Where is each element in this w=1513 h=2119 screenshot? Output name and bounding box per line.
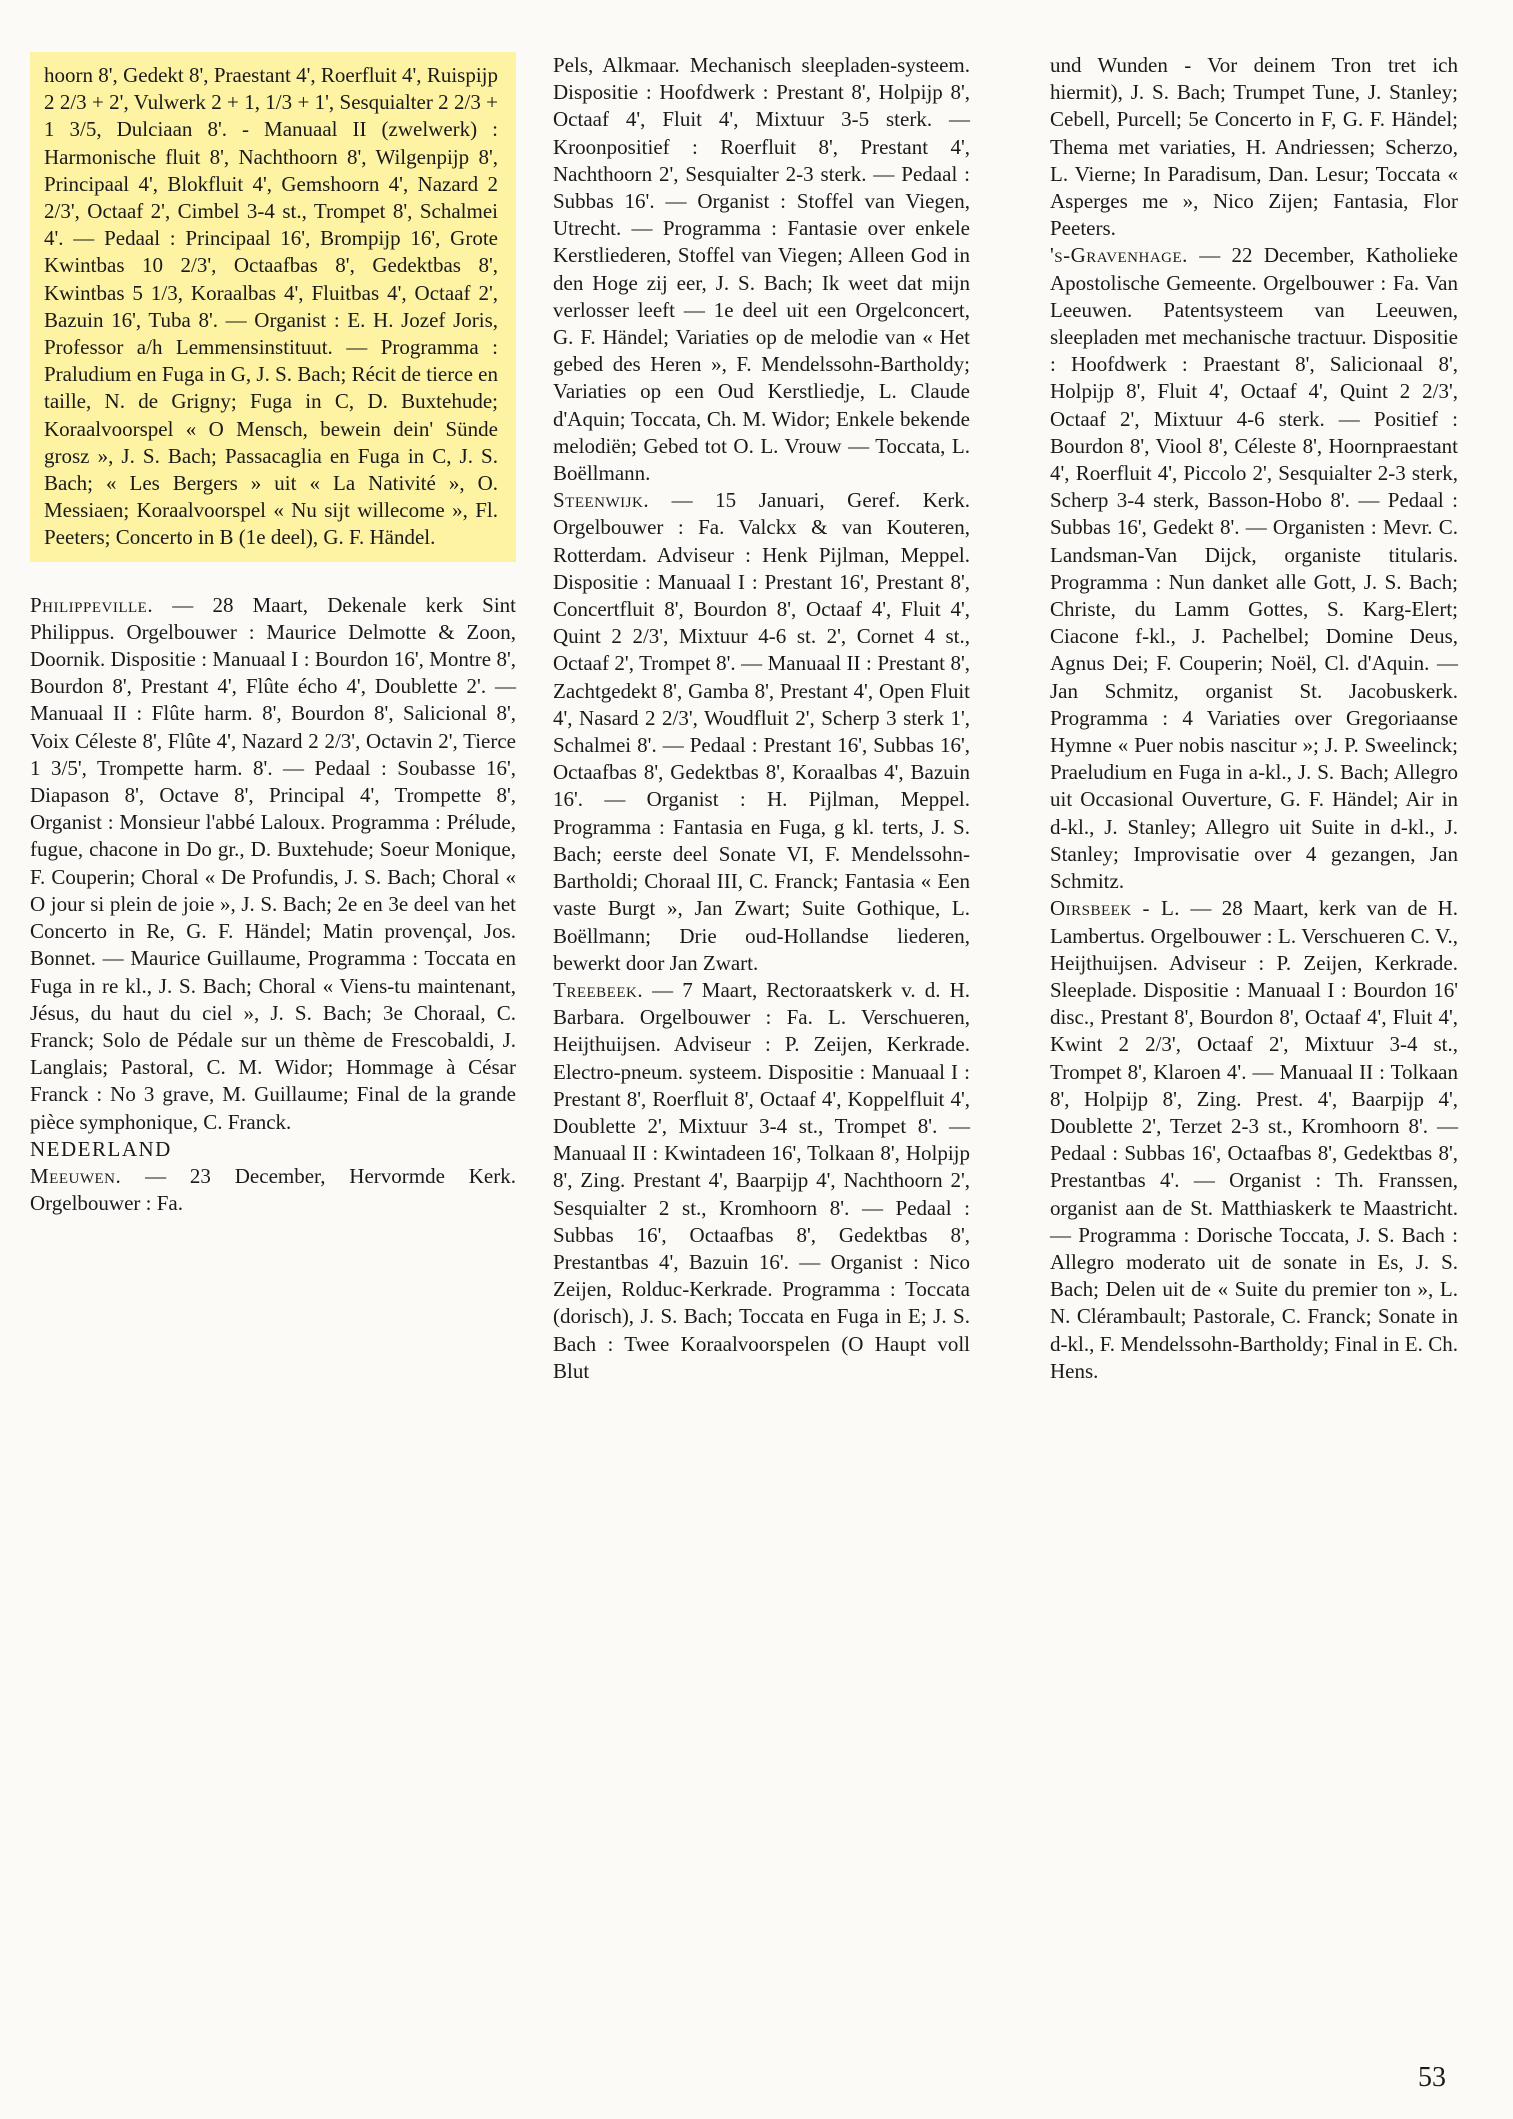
place-name: 's-Gravenhage. [1050,243,1188,268]
place-name: Philippeville. [30,592,154,617]
entry-text: — 15 Januari, Geref. Kerk. Orgelbouwer : Fa. Valckx & van Kouteren, Rotterdam. Adviseur : Henk Pijlman, Meppel. Dispositie : Manuaal I : Prestant 16', Prestant 8', Concertfluit 8', Bourdon 8', Octaaf 4', Fluit 4', Quint 2 2/3', Mixtuur 4-6 st. 2', Cornet 4 st., Octaaf 2', Trompet 8'. — Manuaal II : Prestant 8', Zachtgedekt 8', Gamba 8', Prestant 4', Open Fluit 4', Nasard 2 2/3', Woudfluit 2', Scherp 3 sterk 1', Schalmei 8'. — Pedaal : Prestant 16', Subbas 16', Octaafbas 8', Gedektbas 8', Koraalbas 4', Bazuin 16'. — Organist : H. Pijlman, Meppel. Programma : Fantasia en Fuga, g kl. terts, J. S. Bach; eerste deel Sonate VI, F. Mendelssohn-Bartholdi; Choraal III, C. Franck; Fantasia « Een vaste Burgt », Jan Zwart; Suite Gothique, L. Boëllmann; Drie oud-Hollandse liederen, bewerkt door Jan Zwart. [553,488,970,975]
entry-treebeek [553,977,970,1385]
column-right [1050,52,1458,1385]
entry-text: — 7 Maart, Rectoraatskerk v. d. H. Barbara. Orgelbouwer : Fa. L. Verschueren, Heijthuijsen. Adviseur : P. Zeijen, Kerkrade. Electro-pneum. systeem. Dispositie : Manuaal I : Prestant 8', Roerfluit 8', Octaaf 4', Koppelfluit 4', Doublette 2', Mixtuur 3-4 st., Trompet 8'. — Manuaal II : Kwintadeen 16', Tolkaan 8', Holpijp 8', Zing. Prestant 4', Baarpijp 4', Nachthoorn 2', Sesquialter 2 st., Kromhoorn 8'. — Pedaal : Subbas 16', Octaafbas 8', Gedektbas 8', Prestantbas 4', Bazuin 16'. — Organist : Nico Zeijen, Rolduc-Kerkrade. Programma : Toccata (dorisch), J. S. Bach; Toccata en Fuga in E; J. S. Bach : Twee Koraalvoorspelen (O Haupt voll Blut [553,977,970,1383]
place-name: Treebeek. [553,977,644,1002]
entry-text: — 23 December, Hervormde Kerk. Orgelbouwer : Fa. [30,1163,516,1216]
entry-gravenhage [1050,242,1458,895]
entry-text: — 28 Maart, kerk van de H. Lambertus. Orgelbouwer : L. Verschueren C. V., Heijthuijsen. Adviseur : P. Zeijen, Kerkrade. Sleeplade. Dispositie : Manuaal I : Bourdon 16' disc., Prestant 8', Bourdon 8', Octaaf 4', Fluit 4', Kwint 2 2/3', Octaaf 2', Mixtuur 3-4 st., Trompet 8', Klaroen 4'. — Manuaal II : Tolkaan 8', Holpijp 8', Zing. Prest. 4', Baarpijp 4', Doublette 2', Terzet 2-3 st., Kromhoorn 8'. — Pedaal : Subbas 16', Octaafbas 8', Gedektbas 8', Prestantbas 4'. — Organist : Th. Franssen, organist aan de St. Matthiaskerk te Maastricht. — Programma : Dorische Toccata, J. S. Bach : Allegro moderato uit de sonate in Es, J. S. Bach; Delen uit de « Suite du premier ton », L. N. Clérambault; Pastorale, C. Franck; Sonate in d-kl., F. Mendelssohn-Bartholdy; Final in E. Ch. Hens. [1050,896,1458,1383]
place-name: Steenwijk. [553,488,650,513]
entry-philippeville [30,592,516,1136]
highlighted-entry: hoorn 8', Gedekt 8', Praestant 4', Roerfluit 4', Ruispijp 2 2/3 + 2', Vulwerk 2 + 1, 1/3 + 1', Sesquialter 2 2/3 + 1 3/5, Dulciaan 8'. - Manuaal II (zwelwerk) : Harmonische fluit 8', Nachthoorn 8', Wilgenpijp 8', Principaal 4', Blokfluit 4', Gemshoorn 4', Nazard 2 2/3', Octaaf 2', Cimbel 3-4 st., Trompet 8', Schalmei 4'. — Pedaal : Principaal 16', Brompijp 16', Grote Kwintbas 10 2/3', Octaafbas 8', Gedektbas 8', Kwintbas 5 1/3, Koraalbas 4', Fluitbas 4', Octaaf 2', Bazuin 16', Tuba 8'. — Organist : E. H. Jozef Joris, Professor a/h Lemmensinstituut. — Programma : Praludium en Fuga in G, J. S. Bach; Récit de tierce en taille, N. de Grigny; Fuga in C, D. Buxtehude; Koraalvoorspel « O Mensch, bewein dein' Sünde grosz », J. S. Bach; Passacaglia en Fuga in C, J. S. Bach; « Les Bergers » uit « La Nativité », O. Messiaen; Koraalvoorspel « Nu sijt willecome », Fl. Peeters; Concerto in B (1e deel), G. F. Händel. [30,52,516,562]
entry-meeuwen-continued: Pels, Alkmaar. Mechanisch sleepladen-systeem. Dispositie : Hoofdwerk : Prestant 8', Holpijp 8', Octaaf 4', Fluit 4', Mixtuur 3-5 sterk. — Kroonpositief : Roerfluit 8', Prestant 4', Nachthoorn 2', Sesquialter 2-3 sterk. — Pedaal : Subbas 16'. — Organist : Stoffel van Viegen, Utrecht. — Programma : Fantasie over enkele Kerstliederen, Stoffel van Viegen; Alleen God in den Hoge zij eer, J. S. Bach; Ik weet dat mijn verlosser leeft — 1e deel uit een Orgelconcert, G. F. Händel; Variaties op de melodie van « Het gebed des Heren », F. Mendelssohn-Bartholdy; Variaties op een Oud Kerstliedje, L. Claude d'Aquin; Toccata, Ch. M. Widor; Enkele bekende melodiën; Gebed tot O. L. Vrouw — Toccata, L. Boëllmann. [553,53,970,486]
column-left [30,52,516,1217]
entry-steenwijk [553,487,970,977]
entry-text: — 28 Maart, Dekenale kerk Sint Philippus. Orgelbouwer : Maurice Delmotte & Zoon, Doornik. Dispositie : Manuaal I : Bourdon 16', Montre 8', Bourdon 8', Prestant 4', Flûte écho 4', Doublette 2'. — Manuaal II : Flûte harm. 8', Bourdon 8', Salicional 8', Voix Céleste 8', Flûte 4', Nazard 2 2/3', Octavin 2', Tierce 1 3/5', Trompette harm. 8'. — Pedaal : Soubasse 16', Diapason 8', Octave 8', Principal 4', Trompette 8', Organist : Monsieur l'abbé Laloux. Programma : Prélude, fugue, chacone in Do gr., D. Buxtehude; Soeur Monique, F. Couperin; Choral « De Profundis, J. S. Bach; Choral « O jour si plein de joie », J. S. Bach; 2e en 3e deel van het Concerto in Re, G. F. Händel; Matin provençal, Jos. Bonnet. — Maurice Guillaume, Programma : Toccata en Fuga in re kl., J. S. Bach; Choral « Viens-tu maintenant, Jésus, du haut du ciel », J. S. Bach; 3e Choraal, C. Franck; Solo de Pédale sur un thème de Frescobaldi, J. Langlais; Pastoral, C. M. Widor; Hommage à César Franck : No 3 grave, M. Guillaume; Final de la grande pièce symphonique, C. Franck. [30,592,516,1134]
entry-meeuwen [30,1163,516,1217]
place-name: Meeuwen. [30,1163,122,1188]
section-heading-nederland: NEDERLAND [30,1136,172,1161]
entry-oirsbeek [1050,895,1458,1385]
column-middle [553,52,970,1385]
entry-treebeek-continued: und Wunden - Vor deinem Tron tret ich hiermit), J. S. Bach; Trumpet Tune, J. Stanley; Cebell, Purcell; 5e Concerto in F, G. F. Händel; Thema met variaties, H. Andriessen; Scherzo, L. Vierne; In Paradisum, Dan. Lesur; Toccata « Asperges me », Nico Zijen; Fantasia, Flor Peeters. [1050,53,1458,241]
entry-text: — 22 December, Katholieke Apostolische Gemeente. Orgelbouwer : Fa. Van Leeuwen. Patentsysteem van Leeuwen, sleepladen met mechanische tractuur. Dispositie : Hoofdwerk : Praestant 8', Salicionaal 8', Holpijp 8', Fluit 4', Octaaf 4', Quint 2 2/3', Octaaf 2', Mixtuur 4-6 sterk. — Positief : Bourdon 8', Viool 8', Céleste 8', Hoornpraestant 4', Roerfluit 4', Piccolo 2', Sesquialter 2-3 sterk, Scherp 3-4 sterk, Basson-Hobo 8'. — Pedaal : Subbas 16', Gedekt 8'. — Organisten : Mevr. C. Landsman-Van Dijck, organiste titularis. Programma : Nun danket alle Gott, J. S. Bach; Christe, du Lamm Gottes, S. Karg-Elert; Ciacone f-kl., J. Pachelbel; Domine Deus, Agnus Dei; F. Couperin; Noël, Cl. d'Aquin. — Jan Schmitz, organist St. Jacobuskerk. Programma : 4 Variaties over Gregoriaanse Hymne « Puer nobis nascitur »; J. P. Sweelinck; Praeludium en Fuga in a-kl., J. S. Bach; Allegro uit Occasional Ouverture, G. F. Händel; Air in d-kl., J. Stanley; Allegro uit Suite in d-kl., J. Stanley; Improvisatie over 4 gezangen, Jan Schmitz. [1050,243,1458,894]
page-number: 53 [1418,2062,1446,2093]
place-name: Oirsbeek - L. [1050,896,1181,921]
